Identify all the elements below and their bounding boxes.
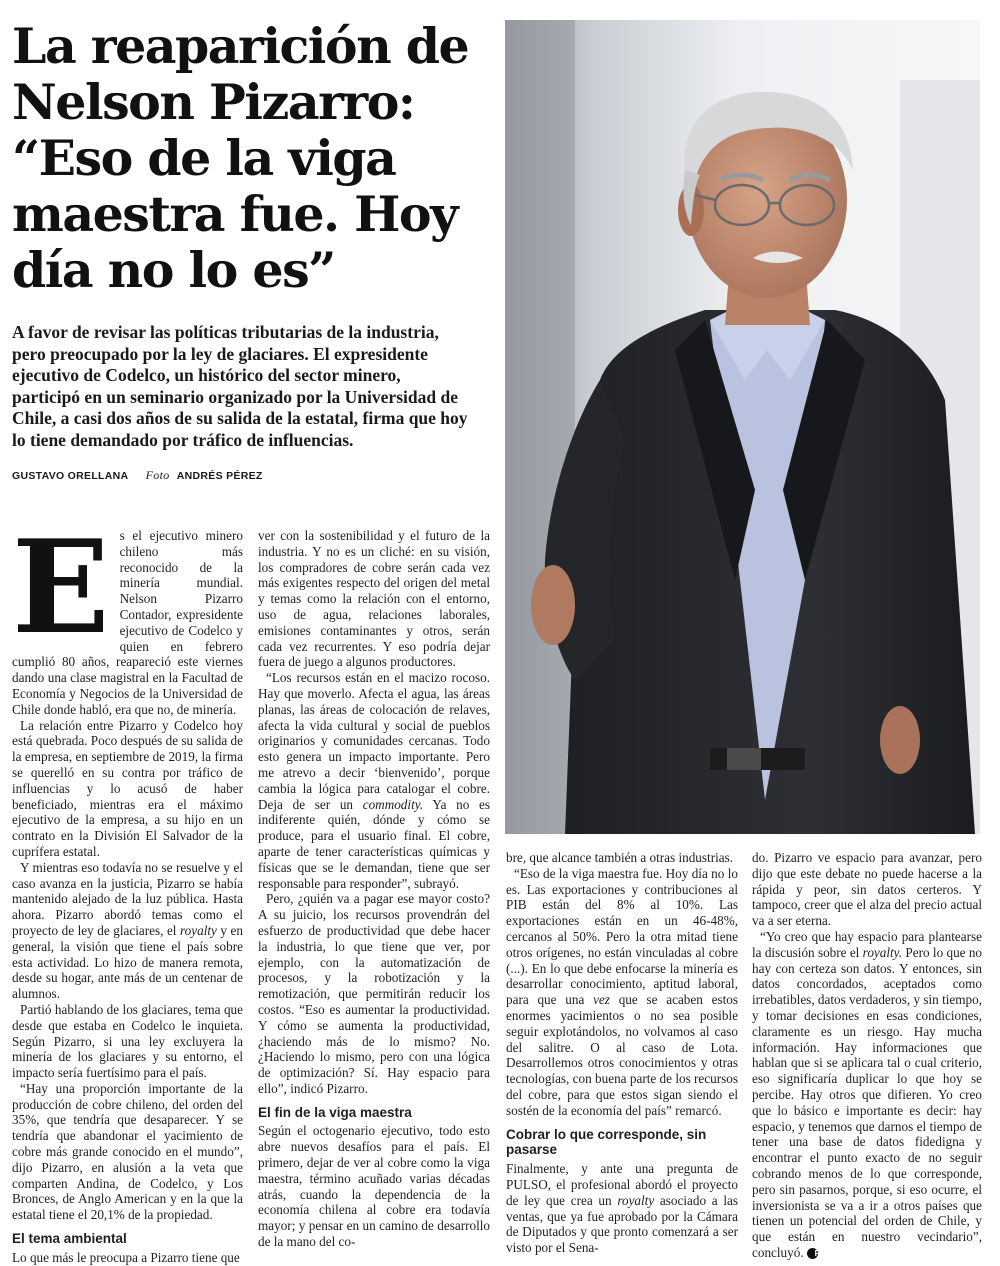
- headline-line: día no lo es”: [12, 241, 335, 299]
- headline-line: La reaparición de: [12, 17, 469, 75]
- headline-line: “Eso de la viga: [12, 129, 396, 187]
- deck-line: Chile, a casi dos años de su salida de la estatal, firma que hoy: [12, 408, 468, 428]
- paragraph: do. Pizarro ve espacio para avanzar, pero dijo que este debate no puede hacerse a la rápida y peor, sin datos certeros. Y tampoco, creer que el alza del precio actual va a ser eterna.: [752, 850, 982, 929]
- article-column-4: [752, 850, 982, 1261]
- paragraph: [506, 1161, 738, 1256]
- article-column-1: [12, 513, 243, 1266]
- italic-term: royalty.: [862, 944, 903, 960]
- paragraph-text: “Los recursos están en el macizo rocoso. Hay que moverlo. Afecta el agua, las áreas planas, las áreas de colocación de relaves, afecta la vida cultural y social de pueblos originarios y comunidades cercanas. Todo esto genera un impacto importante. Pero me atrevo a decir ‘bienvenido’, porque cambia la lógica para catalogar el cobre. Deja de ser un: [258, 670, 490, 812]
- subheading: El fin de la viga maestra: [258, 1104, 412, 1120]
- deck-line: ejecutivo de Codelco, un histórico del sector minero,: [12, 365, 401, 385]
- end-mark-icon: P: [807, 1248, 818, 1259]
- paragraph-text: Y mientras eso todavía no se resuelve y el caso avanza en la justicia, Pizarro se había mantenido alejado de la luz pública. Hasta ahora. Pizarro abordó temas como el proyecto de ley de glaciares, el: [12, 859, 243, 938]
- byline: [12, 468, 263, 483]
- paragraph-text: Pero lo que no hay con certeza son datos. Y entonces, sin datos concordados, aceptados como irrebatibles, datos verdaderos, y sin tiempo, y tomar decisiones en esas condiciones, claramente es un riesgo. Hay mucha información. Hay informaciones que hablan que si se aplicara tal o cual criterio, eso significaría duplicar lo que hoy se percibe. Hay otros que difieren. Yo creo que lo básico e importante es decir: hay espacio, y tenemos que darnos el tiempo de tener una base de datos fidedigna y encontrar el punto exacto de no seguir cobrando menos de lo que corresponde, pero sin pasarnos, porque, si eso ocurre, el inversionista se va a ir a otros países que tienen un potencial del orden de Chile, y que están en nuestro vecindario”, concluyó.: [752, 944, 983, 1260]
- photographer-name: ANDRÉS PÉREZ: [176, 470, 263, 482]
- italic-term: vez: [593, 992, 610, 1008]
- portrait-photo-icon: [505, 20, 980, 834]
- paragraph-text: Ya no es indiferente quién, dónde y cómo se produce, para el usuario final. El cobre, aparte de tener características químicas y físicas que se le demandan, tiene que ser responsable para responder”, subrayó.: [258, 796, 491, 891]
- subheading: Cobrar lo que corresponde, sin pasarse: [506, 1126, 707, 1158]
- subheading: El tema ambiental: [12, 1231, 127, 1247]
- paragraph-text: asociado a las ventas, que ya fue aprobado por la Cámara de Diputados y que pronto comenzará a ser visto por el Sena-: [506, 1192, 738, 1256]
- paragraph: Según el octogenario ejecutivo, todo esto abre nuevos desafíos para el país. El primero, dejar de ver al cobre como la viga maestra, término acuñado varias décadas atrás, cuando la dependencia de la economía chilena al cobre era todavía mayor; y pensar en un camino de desarrollo de la mano del co-: [258, 1123, 490, 1250]
- paragraph: ver con la sostenibilidad y el futuro de la industria. Y no es un cliché: en su visión, los compradores de cobre serán cada vez más exigentes respecto del origen del metal y temas como la relación con el entorno, uso de agua, relaciones laborales, emisiones contaminantes y otros, serán cada vez recurrentes. Y eso podría dejar fuera de juego a algunos productores.: [258, 528, 490, 670]
- paragraph: “Hay una proporción importante de la producción de cobre chileno, del orden del 35%, que tendría que desaparecer. Y se tendría que abandonar el yacimiento de cobre más grande conocido en el mundo”, dijo Pizarro, en alusión a la veta que comparten Andina, de Codelco, y Los Bronces, de Anglo American y en la que la estatal tiene el 20,1% de la propiedad.: [12, 1080, 243, 1223]
- deck-summary: [12, 322, 497, 451]
- article-column-3: [506, 850, 738, 1256]
- deck-line: lo tiene demandado por tráfico de influencias.: [12, 429, 354, 450]
- paragraph: [258, 670, 490, 891]
- deck-line: pero preocupado por la ley de glaciares. El expresidente: [12, 343, 428, 364]
- paragraph: bre, que alcance también a otras industrias.: [506, 850, 734, 865]
- paragraph-text: que se acaben estos enormes yacimientos o no sea posible seguir explotándolos, no volvamos al caso del salitre. O al caso de Lota. Desarrollemos otros conocimientos y otras tecnologías, con buena parte de los recursos del cobre, para que estos sigan siendo el sostén de la economía del país” remarcó.: [506, 992, 738, 1118]
- headline-line: maestra fue. Hoy: [12, 185, 458, 243]
- paragraph: [12, 860, 243, 1002]
- italic-term: royalty: [180, 922, 217, 938]
- photo-credit-label: Foto: [145, 468, 170, 482]
- article-column-2: [258, 528, 490, 1250]
- italic-term: commodity.: [362, 796, 424, 812]
- deck-line: participó en un seminario organizado por la Universidad de: [12, 386, 458, 407]
- deck-line: A favor de revisar las políticas tributarias de la industria,: [12, 322, 439, 342]
- paragraph: [752, 929, 982, 1261]
- headline: [12, 18, 492, 298]
- paragraph: Pero, ¿quién va a pagar ese mayor costo? A su juicio, los recursos provendrán del esfuerzo de productividad que debe hacer la industria, lo que tiene que ver, por ejemplo, con la automatización de procesos, y la robotización y la remotización, que permitirán reducir los costos. “Eso es aumentar la productividad. Y cómo se aumenta la productividad, ¿haciendo más de lo mismo? No. ¿Haciendo lo mismo, pero con una lógica de optimización? Sí. Hay espacio para ello”, indicó Pizarro.: [258, 891, 490, 1096]
- portrait-photo: [505, 20, 980, 834]
- drop-cap: E: [12, 513, 110, 663]
- paragraph-text: “Yo creo que hay espacio para plantearse la discusión sobre el: [752, 928, 982, 960]
- headline-line: Nelson Pizarro:: [12, 73, 415, 131]
- paragraph: Lo que más le preocupa a Pizarro tiene que: [12, 1249, 240, 1265]
- paragraph: [506, 866, 738, 1119]
- paragraph: La relación entre Pizarro y Codelco hoy está quebrada. Poco después de su salida de la empresa, en septiembre de 2019, la firma se querelló en su contra por tráfico de influencias y lo acusó de haber beneficiado, mientras era el máximo ejecutivo de la empresa, a su hijo en un contrato en la División El Salvador de la cuprífera estatal.: [12, 717, 243, 859]
- paragraph-text: y en general, la visión que tiene el país sobre esta actividad. Lo hizo de manera remota, desde su hogar, ante más de un centenar de alumnos.: [12, 922, 243, 1002]
- author-name: GUSTAVO ORELLANA: [12, 470, 129, 482]
- paragraph: Partió hablando de los glaciares, tema que desde que estaba en Codelco le inquieta. Según Pizarro, si una ley excluyera la minería de los glaciares y su entorno, el impacto sería fuertísimo para el país.: [12, 1001, 243, 1081]
- paragraph-text: Finalmente, y ante una pregunta de PULSO, el profesional abordó el proyecto de ley que crea un: [506, 1161, 738, 1208]
- paragraph-text: “Eso de la viga maestra fue. Hoy día no lo es. Las exportaciones y contribuciones al PIB están del 8% al 10%. Las exportaciones están en un 46-48%, cercanos al 50%. Pero la otra mitad tiene otros orígenes, no están vinculadas al cobre (...). En lo que debe enfocarse la minería es desarrollar conocimiento, aptitud laboral, para que una: [506, 865, 738, 1008]
- italic-term: royalty: [617, 1192, 655, 1208]
- paragraph: s el ejecutivo minero chileno más reconocido de la minería mundial. Nelson Pizarro Contador, expresidente ejecutivo de Codelco y quien en febrero cumplió 80 años, reapareció este viernes dando una clase magistral en la Facultad de Economía y Negocios de la Universidad de Chile donde habló, era que no, de minería.: [12, 528, 243, 717]
